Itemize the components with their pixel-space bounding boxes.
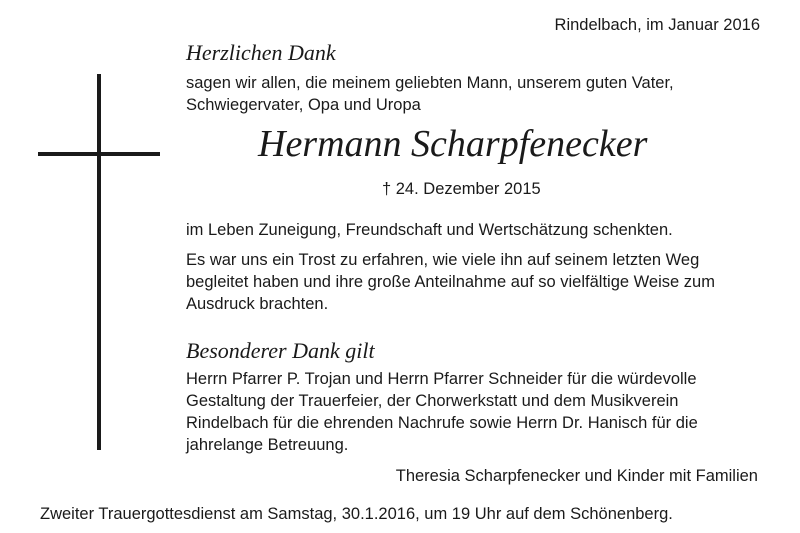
deceased-name: Hermann Scharpfenecker [258, 123, 648, 165]
special-line: Gestaltung der Trauerfeier, der Chorwerkstatt und dem Musikverein [186, 392, 679, 410]
place-date: Rindelbach, im Januar 2016 [554, 16, 760, 34]
intro-line: Schwiegervater, Opa und Uropa [186, 96, 421, 114]
death-date: † 24. Dezember 2015 [382, 180, 541, 198]
heading-thanks: Herzlichen Dank [186, 40, 336, 65]
comfort-text [186, 249, 715, 315]
heading-special: Besonderer Dank gilt [186, 338, 375, 363]
comfort-line: Es war uns ein Trost zu erfahren, wie viele ihn auf seinem letzten Weg [186, 251, 700, 269]
comfort-line: Ausdruck brachten. [186, 295, 329, 313]
special-text [186, 368, 698, 456]
life-line: im Leben Zuneigung, Freundschaft und Wertschätzung schenkten. [186, 221, 673, 239]
cross-vertical [97, 74, 101, 450]
comfort-line: begleitet haben und ihre große Anteilnahme auf so vielfältige Weise zum [186, 273, 715, 291]
special-line: Herrn Pfarrer P. Trojan und Herrn Pfarrer Schneider für die würdevolle [186, 370, 697, 388]
signature: Theresia Scharpfenecker und Kinder mit Familien [395, 467, 758, 485]
intro-line: sagen wir allen, die meinem geliebten Mann, unserem guten Vater, [186, 74, 674, 92]
special-line: jahrelange Betreuung. [186, 436, 349, 454]
intro-text [186, 72, 674, 116]
service-note: Zweiter Trauergottesdienst am Samstag, 30.1.2016, um 19 Uhr auf dem Schönenberg. [40, 505, 673, 523]
cross-horizontal [38, 152, 160, 156]
special-line: Rindelbach für die ehrenden Nachrufe sowie Herrn Dr. Hanisch für die [186, 414, 698, 432]
